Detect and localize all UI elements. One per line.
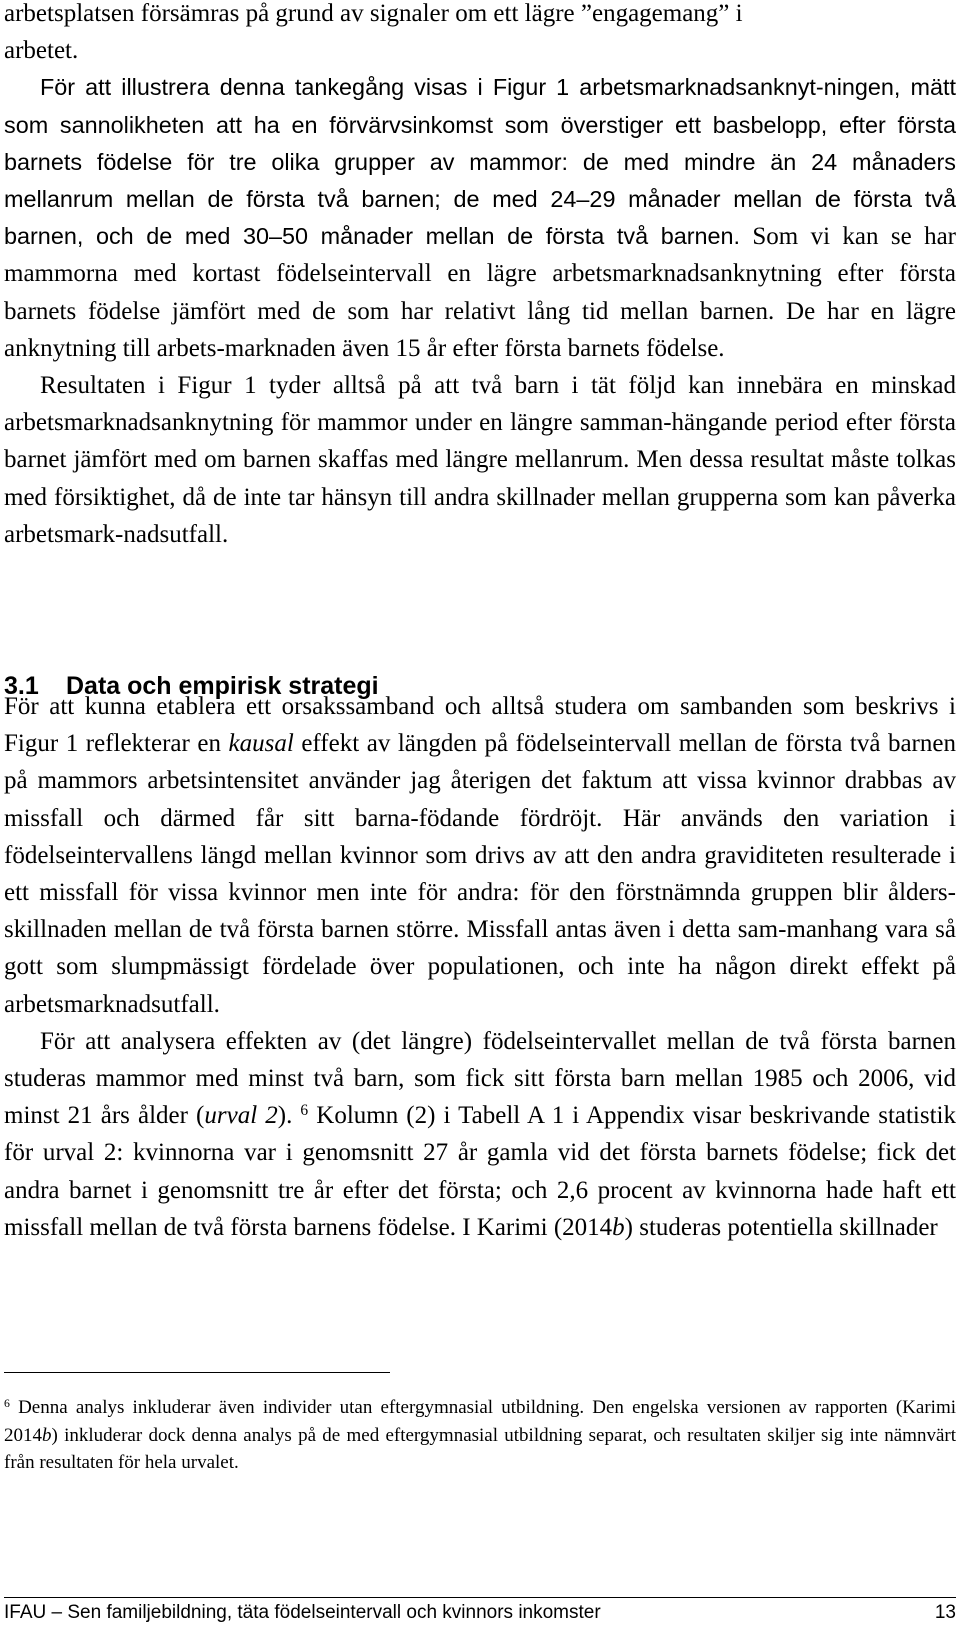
- section-title: Data och empirisk strategi: [66, 672, 379, 700]
- footnote-number: 6: [4, 1396, 10, 1410]
- page-number: 13: [934, 1602, 956, 1623]
- italic-term: b: [42, 1424, 52, 1446]
- lower-text-block: [4, 688, 956, 1246]
- upper-text-block: [4, 0, 956, 553]
- italic-term: urval 2: [204, 1102, 278, 1130]
- paragraph-continuation: [4, 0, 956, 69]
- text-span: effekt av längden på födelseintervall mellan de första två barnen på mammors arbetsintensitet använder jag återigen det faktum att vissa kvinnor drabbas av missfall och därmed får sitt barna-födande fördröjt. Här används den variation i födelseintervallens längd mellan kvinnor som drivs av att den andra graviditeten resulterade i ett missfall för vissa kvinnor men inte för andra: för den förstnämnda gruppen blir ålders-skillnaden mellan de två första barnen större. Missfall antas även i detta sam-manhang vara så gott som slumpmässigt fördelade över populationen, och inte ha någon direkt effekt på arbetsmarknadsutfall.: [4, 730, 956, 1018]
- text-span: ).: [277, 1102, 301, 1130]
- text-span: Denna analys inkluderar även individer utan eftergymnasial utbildning. Den engelska versionen av rapporten (Karimi 2014: [4, 1397, 956, 1446]
- paragraph-results-text: Resultaten i Figur 1 tyder alltså på att två barn i tät följd kan innebära en minskad arbetsmarknadsanknytning för mammor under en längre samman-hängande period efter första barnet jämfört med om barnen skaffas med längre mellanrum. Men dessa resultat måste tolkas med försiktighet, då de inte tar hänsyn till andra skillnader mellan grupperna som kan påverka arbetsmark-nadsutfall.: [4, 372, 956, 548]
- italic-term: kausal: [228, 730, 294, 758]
- text-span: ) inkluderar dock denna analys på de med eftergymnasial utbildning separat, och resultaten skiljer sig inte nämnvärt från resultaten för hela urvalet.: [4, 1424, 956, 1473]
- text-span: För att analysera effekten av (det längre) födelseintervallet mellan de två första barnen studeras mammor med minst två barn, som fick sitt första barn mellan 1985 och 2006, vid minst 21 års ålder (: [4, 1027, 956, 1130]
- paragraph-sans-part: För att illustrera denna tankegång visas i Figur 1 arbetsmarknadsanknyt-ningen, mätt som sannolikheten att ha en förvärvsinkomst som överstiger ett basbelopp, efter första barnets födelse för tre olika grupper av mammor: de med mindre än 24 månaders mellanrum mellan de första två barnen; de med 24–29 månader mellan de första två barnen, och de med 30–50 månader mellan de första två barnen.: [4, 74, 956, 250]
- paragraph-figure1-description: [4, 69, 956, 367]
- text-span: Kolumn (2) i Tabell A 1 i Appendix visar beskrivande statistik för urval 2: kvinnorna var i genomsnitt 27 år gamla vid det första barnets födelse; fick det andra barnet i genomsnitt tre år efter det första; och 2,6 procent av kvinnorna hade haft ett missfall mellan de två första barnens födelse. I Karimi (2014: [4, 1102, 956, 1241]
- paragraph-strategy: [4, 688, 956, 1023]
- para1-line2: arbetet.: [4, 37, 79, 65]
- italic-term: b: [612, 1213, 625, 1241]
- para1-line1: arbetsplatsen försämras på grund av signaler om ett lägre ”engagemang” i: [4, 0, 743, 27]
- page-footer: [4, 1597, 956, 1626]
- paragraph-results: [4, 367, 956, 553]
- running-title: IFAU – Sen familjebildning, täta födelseintervall och kvinnors inkomster: [4, 1602, 601, 1623]
- footnote: [4, 1394, 956, 1477]
- text-span: ) studeras potentiella skillnader: [624, 1213, 938, 1241]
- footnote-reference[interactable]: 6: [300, 1101, 309, 1119]
- footnote-divider: [4, 1372, 390, 1373]
- section-number: 3.1: [4, 672, 39, 700]
- paragraph-serif-part: Som vi kan se har mammorna med kortast födelseintervall en lägre arbetsmarknadsanknytning efter första barnets födelse jämfört med de som har relativt lång tid mellan barnen. De har en lägre anknytning till arbets-marknaden även 15 år efter första barnets födelse.: [4, 223, 956, 362]
- text-span: För att kunna etablera ett orsakssamband och alltså studera om sambanden som beskrivs i Figur 1 reflekterar en: [4, 693, 956, 758]
- paragraph-sample: [4, 1023, 956, 1246]
